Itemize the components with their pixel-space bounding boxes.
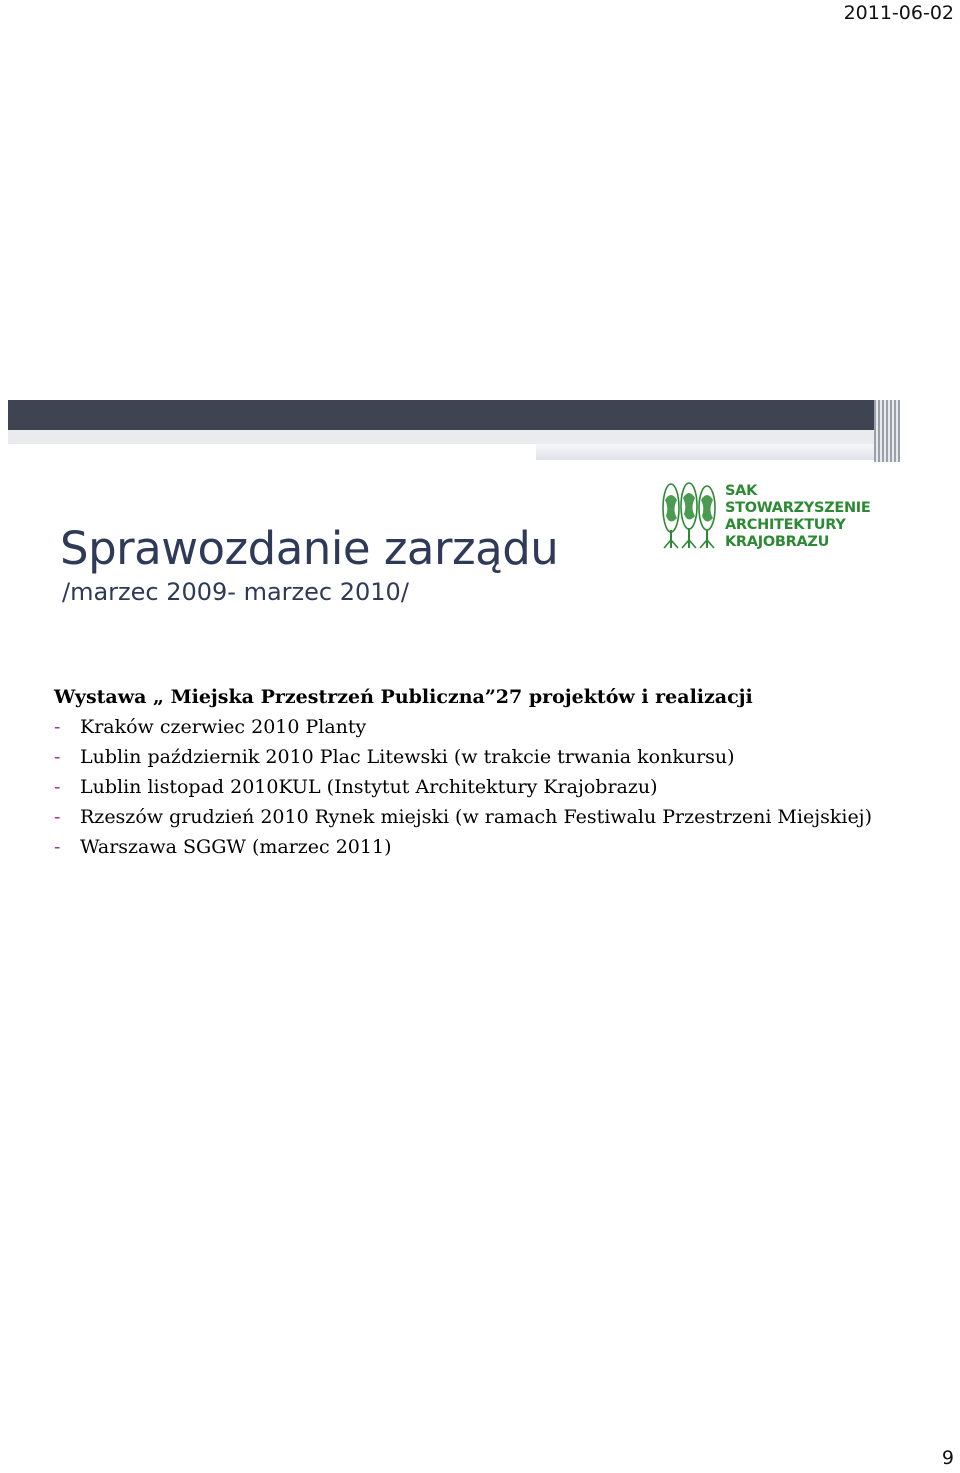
list-item-text: Lublin październik 2010 Plac Litewski (w trakcie trwania konkursu) — [80, 746, 735, 768]
document-date: 2011-06-02 — [843, 2, 954, 24]
slide-title: Sprawozdanie zarządu — [60, 522, 559, 575]
list-item-text: Rzeszów grudzień 2010 Rynek miejski (w ramach Festiwalu Przestrzeni Miejskiej) — [80, 806, 872, 828]
list-item-text: Warszawa SGGW (marzec 2011) — [80, 836, 392, 858]
bullet-dash: - — [54, 806, 61, 828]
slide — [8, 400, 900, 920]
bullet-dash: - — [54, 746, 61, 768]
list-item — [54, 742, 894, 772]
header-bar — [8, 400, 874, 430]
list-item — [54, 772, 894, 802]
bullet-dash: - — [54, 776, 61, 798]
header-strip — [536, 444, 874, 460]
tree-icon — [658, 480, 720, 552]
logo-text — [725, 483, 871, 551]
list-item — [54, 832, 894, 862]
exhibition-heading: Wystawa „ Miejska Przestrzeń Publiczna”27 projektów i realizacji — [54, 686, 753, 708]
logo-line: ARCHITEKTURY — [725, 517, 846, 533]
page-number: 9 — [941, 1447, 954, 1469]
sak-logo — [658, 480, 871, 556]
slide-subtitle: /marzec 2009- marzec 2010/ — [62, 578, 409, 606]
logo-line: KRAJOBRAZU — [725, 534, 830, 550]
list-item-text: Kraków czerwiec 2010 Planty — [80, 716, 367, 738]
slide-content — [54, 682, 894, 862]
logo-line: STOWARZYSZENIE — [725, 500, 871, 516]
header-band — [8, 430, 874, 444]
list-item — [54, 802, 894, 832]
logo-line: SAK — [725, 483, 758, 499]
bullet-dash: - — [54, 716, 61, 738]
bullet-dash: - — [54, 836, 61, 858]
header-decoration — [874, 400, 900, 462]
list-item-text: Lublin listopad 2010KUL (Instytut Architektury Krajobrazu) — [80, 776, 658, 798]
list-item — [54, 712, 894, 742]
